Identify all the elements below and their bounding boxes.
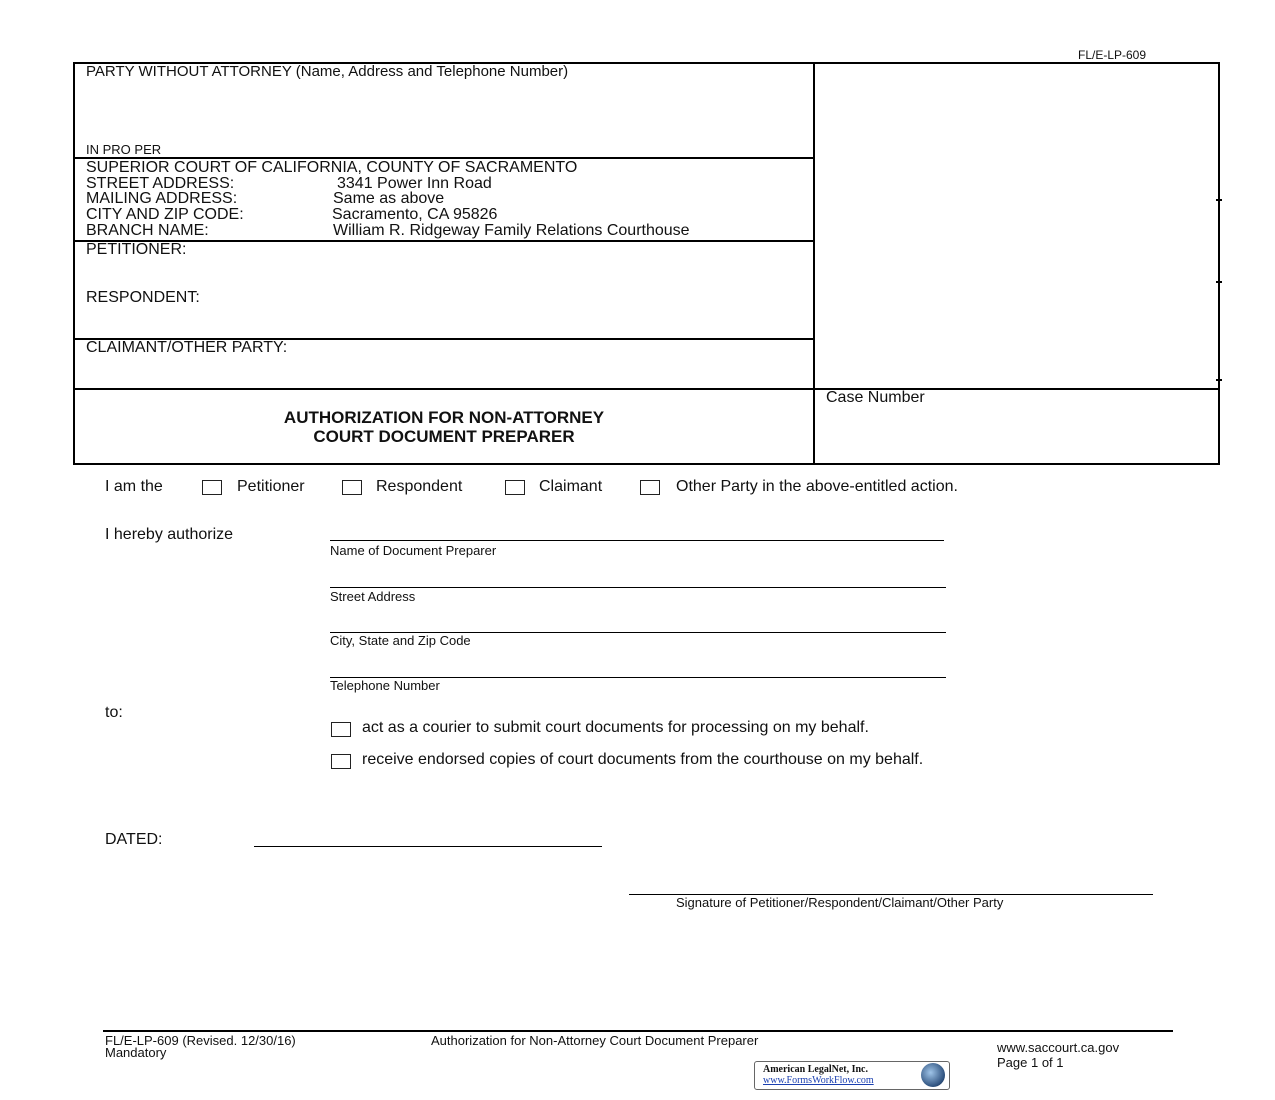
caption-divider (813, 62, 815, 463)
petitioner-checkbox[interactable] (202, 480, 222, 495)
edge-tick (1216, 379, 1222, 381)
courier-checkbox[interactable] (331, 722, 351, 737)
authorize-label: I hereby authorize (105, 526, 234, 543)
footer-form-title: Authorization for Non-Attorney Court Document Preparer (431, 1033, 759, 1048)
role-claimant: Claimant (539, 478, 603, 495)
form-title-line2: COURT DOCUMENT PREPARER (313, 427, 575, 446)
divider (73, 388, 1218, 390)
edge-tick (1216, 281, 1222, 283)
footer-rule (103, 1030, 1173, 1032)
branch-label: BRANCH NAME: (86, 222, 209, 239)
city-value: Sacramento, CA 95826 (332, 206, 498, 223)
form-title (75, 408, 813, 446)
city-label: CITY AND ZIP CODE: (86, 206, 244, 223)
role-other-party: Other Party in the above-entitled action. (676, 478, 958, 495)
footer-form-rev: FL/E-LP-609 (Revised. 12/30/16) (105, 1033, 296, 1048)
mailing-value: Same as above (333, 190, 445, 207)
other-party-checkbox[interactable] (640, 480, 660, 495)
street-value: 3341 Power Inn Road (337, 175, 492, 192)
branch-value: William R. Ridgeway Family Relations Courthouse (333, 222, 690, 239)
respondent-label: RESPONDENT: (86, 289, 200, 306)
footer-website[interactable]: www.saccourt.ca.gov (997, 1040, 1120, 1055)
american-legalnet-logo[interactable] (754, 1061, 950, 1090)
street-address-line[interactable] (330, 587, 946, 588)
role-petitioner: Petitioner (237, 478, 305, 495)
receive-copies-checkbox[interactable] (331, 754, 351, 769)
globe-icon (921, 1063, 945, 1087)
petitioner-label: PETITIONER: (86, 241, 187, 258)
preparer-name-label: Name of Document Preparer (330, 543, 497, 558)
dated-label: DATED: (105, 831, 163, 848)
form-title-line1: AUTHORIZATION FOR NON-ATTORNEY (283, 408, 605, 427)
preparer-name-line[interactable] (330, 540, 944, 541)
footer-mandatory: Mandatory (105, 1045, 167, 1060)
claimant-label: CLAIMANT/OTHER PARTY: (86, 339, 288, 356)
mailing-label: MAILING ADDRESS: (86, 190, 238, 207)
telephone-label: Telephone Number (330, 678, 440, 693)
courier-option: act as a courier to submit court documents for processing on my behalf. (362, 719, 869, 736)
signature-label: Signature of Petitioner/Respondent/Claimant/Other Party (676, 895, 1004, 910)
to-label: to: (105, 704, 123, 721)
footer-page: Page 1 of 1 (997, 1055, 1064, 1070)
dated-line[interactable] (254, 846, 602, 847)
street-address-label: Street Address (330, 589, 416, 604)
case-number-label: Case Number (826, 389, 925, 406)
caption-box (73, 62, 1220, 465)
party-label: PARTY WITHOUT ATTORNEY (Name, Address and Telephone Number) (86, 63, 569, 80)
logo-url[interactable]: www.FormsWorkFlow.com (763, 1075, 874, 1086)
form-id: FL/E-LP-609 (1078, 48, 1147, 62)
logo-name: American LegalNet, Inc. (763, 1064, 868, 1075)
respondent-checkbox[interactable] (342, 480, 362, 495)
street-label: STREET ADDRESS: (86, 175, 235, 192)
claimant-checkbox[interactable] (505, 480, 525, 495)
city-state-zip-label: City, State and Zip Code (330, 633, 471, 648)
in-pro-per: IN PRO PER (86, 142, 162, 157)
court-name: SUPERIOR COURT OF CALIFORNIA, COUNTY OF SACRAMENTO (86, 159, 578, 176)
receive-copies-option: receive endorsed copies of court documents from the courthouse on my behalf. (362, 751, 924, 768)
role-respondent: Respondent (376, 478, 463, 495)
edge-tick (1216, 199, 1222, 201)
i-am-the-label: I am the (105, 478, 163, 495)
